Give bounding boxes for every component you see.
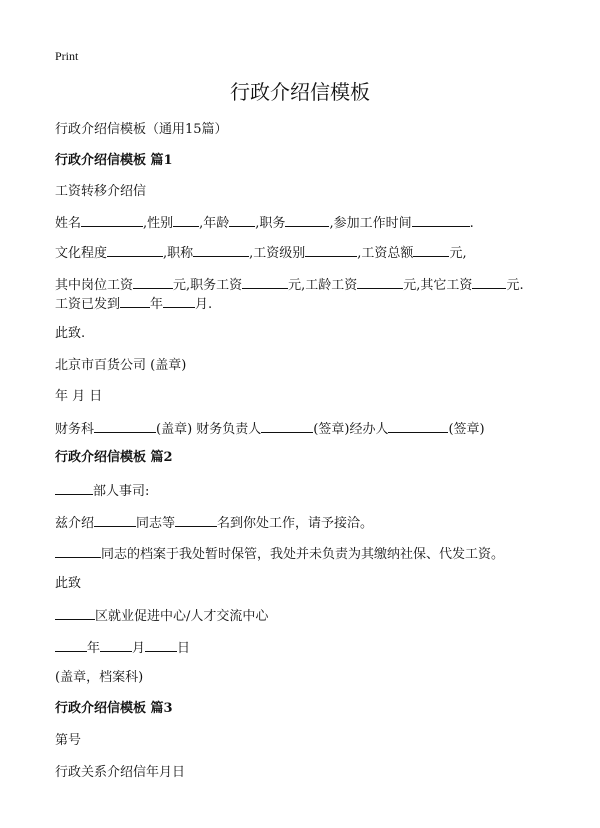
s2-line-7: (盖章，档案科) — [55, 670, 144, 685]
s1-line-1: 工资转移介绍信 — [55, 184, 147, 199]
s1-line-4: 其中岗位工资 元,职务工资 元,工龄工资 元,其它工资 元. — [55, 278, 524, 293]
section-3-heading: 行政介绍信模板 篇3 — [55, 701, 173, 716]
s2-line-3: 同志的档案于我处暂时保管，我处并未负责为其缴纳社保、代发工资。 — [55, 545, 504, 563]
section-2-heading: 行政介绍信模板 篇2 — [55, 450, 173, 465]
s2-line-4: 此致 — [55, 576, 82, 591]
s2-line-6: 年 月 日 — [55, 639, 190, 657]
s1-line-8: 年 月 日 — [55, 389, 103, 404]
page-title: 行政介绍信模板 — [230, 80, 370, 104]
s2-line-1: 部人事司: — [55, 482, 149, 500]
s2-line-2: 兹介绍 同志等 名到你处工作，请予接洽。 — [55, 516, 374, 531]
intro-line: 行政介绍信模板（通用15篇） — [55, 122, 228, 137]
s1-line-3: 文化程度 ,职称 ,工资级别 ,工资总额 元, — [55, 246, 467, 261]
s3-line-1: 第号 — [55, 733, 82, 748]
s1-line-5: 工资已发到 年 月. — [55, 297, 213, 312]
s1-line-6: 此致. — [55, 326, 86, 341]
section-1-heading: 行政介绍信模板 篇1 — [55, 153, 173, 168]
s2-line-5: 区就业促进中心/人才交流中心 — [55, 607, 268, 625]
print-link[interactable]: Print — [55, 49, 79, 63]
s3-line-2: 行政关系介绍信年月日 — [55, 765, 186, 780]
s1-line-9: 财务科 (盖章) 财务负责人 (签章)经办人 (签章) — [55, 422, 485, 437]
s1-line-2: 姓名 ,性别 ,年龄 ,职务 ,参加工作时间 . — [55, 216, 474, 231]
s1-line-7: 北京市百货公司 (盖章) — [55, 358, 187, 373]
